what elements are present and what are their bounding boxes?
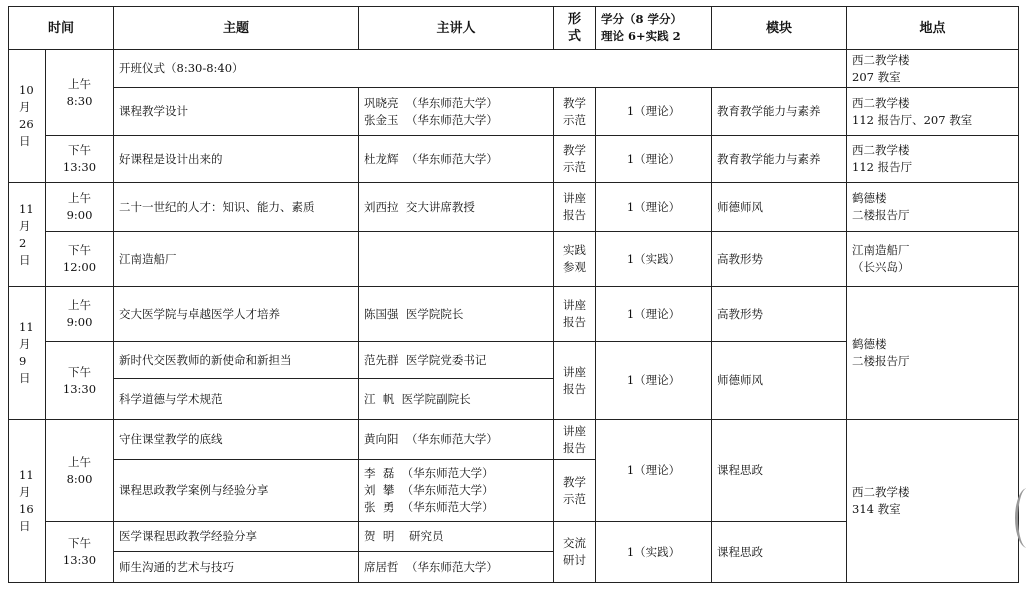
module-cell: 高教形势 (712, 287, 847, 342)
schedule-table (8, 6, 1019, 583)
speaker-cell: 刘西拉 交大讲席教授 (359, 183, 554, 232)
module-cell: 师德师风 (712, 342, 847, 420)
topic-cell: 课程思政教学案例与经验分享 (114, 460, 359, 522)
date-cell: 10 月 26 日 (9, 50, 46, 183)
header-form: 形 式 (554, 7, 596, 50)
topic-cell: 守住课堂教学的底线 (114, 420, 359, 460)
topic-cell: 医学课程思政教学经验分享 (114, 522, 359, 552)
time-cell: 下午 13:30 (46, 136, 114, 183)
credit-cell: 1（理论） (596, 88, 712, 136)
date-cell: 11 月 9 日 (9, 287, 46, 420)
topic-cell: 二十一世纪的人才：知识、能力、素质 (114, 183, 359, 232)
date-cell: 11 月 16 日 (9, 420, 46, 583)
credit-cell: 1（理论） (596, 136, 712, 183)
module-cell: 课程思政 (712, 420, 847, 522)
topic-cell: 新时代交医教师的新使命和新担当 (114, 342, 359, 379)
form-cell: 讲座 报告 (554, 183, 596, 232)
speaker-cell: 杜龙辉 （华东师范大学） (359, 136, 554, 183)
table-row (9, 420, 1019, 460)
speaker-cell: 巩晓亮 （华东师范大学） 张金玉 （华东师范大学） (359, 88, 554, 136)
topic-cell: 好课程是设计出来的 (114, 136, 359, 183)
form-cell: 教学 示范 (554, 460, 596, 522)
place-cell: 西二教学楼 112 报告厅 (847, 136, 1019, 183)
speaker-cell: 李 磊 （华东师范大学） 刘 攀 （华东师范大学） 张 勇 （华东师范大学） (359, 460, 554, 522)
place-cell: 西二教学楼 112 报告厅、207 教室 (847, 88, 1019, 136)
place-cell: 西二教学楼 207 教室 (847, 50, 1019, 88)
table-row (9, 287, 1019, 342)
time-cell: 上午 8:30 (46, 50, 114, 136)
speaker-cell: 江 帆 医学院副院长 (359, 379, 554, 420)
form-cell: 教学 示范 (554, 88, 596, 136)
module-cell: 教育教学能力与素养 (712, 88, 847, 136)
module-cell: 课程思政 (712, 522, 847, 583)
form-cell: 实践 参观 (554, 232, 596, 287)
speaker-cell: 陈国强 医学院院长 (359, 287, 554, 342)
time-cell: 上午 9:00 (46, 183, 114, 232)
place-cell: 江南造船厂 （长兴岛） (847, 232, 1019, 287)
table-row (9, 50, 1019, 88)
module-cell: 师德师风 (712, 183, 847, 232)
credit-cell: 1（理论） (596, 287, 712, 342)
date-cell: 11 月 2 日 (9, 183, 46, 287)
time-cell: 下午 13:30 (46, 342, 114, 420)
module-cell: 高教形势 (712, 232, 847, 287)
module-cell: 教育教学能力与素养 (712, 136, 847, 183)
table-row (9, 232, 1019, 287)
time-cell: 下午 13:30 (46, 522, 114, 583)
time-cell: 上午 8:00 (46, 420, 114, 522)
speaker-cell: 黄向阳 （华东师范大学） (359, 420, 554, 460)
cropped-top-text-line (8, 0, 1018, 4)
form-cell: 讲座 报告 (554, 342, 596, 420)
place-cell: 鹤德楼 二楼报告厅 (847, 287, 1019, 420)
form-cell: 交流 研讨 (554, 522, 596, 583)
header-topic: 主题 (114, 7, 359, 50)
form-cell: 教学 示范 (554, 136, 596, 183)
topic-cell: 师生沟通的艺术与技巧 (114, 552, 359, 583)
credit-cell: 1（理论） (596, 342, 712, 420)
speaker-cell: 范先群 医学院党委书记 (359, 342, 554, 379)
topic-cell: 江南造船厂 (114, 232, 359, 287)
header-credits: 学分（8 学分） 理论 6+实践 2 (596, 7, 712, 50)
place-cell: 西二教学楼 314 教室 (847, 420, 1019, 583)
credit-cell: 1（理论） (596, 183, 712, 232)
topic-cell: 交大医学院与卓越医学人才培养 (114, 287, 359, 342)
form-cell: 讲座 报告 (554, 420, 596, 460)
credit-cell: 1（实践） (596, 522, 712, 583)
credit-cell: 1（理论） (596, 420, 712, 522)
header-place: 地点 (847, 7, 1019, 50)
topic-cell: 课程教学设计 (114, 88, 359, 136)
header-module: 模块 (712, 7, 847, 50)
table-row (9, 183, 1019, 232)
place-cell: 鹤德楼 二楼报告厅 (847, 183, 1019, 232)
time-cell: 下午 12:00 (46, 232, 114, 287)
form-cell: 讲座 报告 (554, 287, 596, 342)
table-row (9, 136, 1019, 183)
speaker-cell (359, 232, 554, 287)
credit-cell: 1（实践） (596, 232, 712, 287)
table-row (9, 88, 1019, 136)
topic-cell: 开班仪式（8:30-8:40） (114, 50, 847, 88)
header-row (9, 7, 1019, 50)
header-speaker: 主讲人 (359, 7, 554, 50)
header-time: 时间 (9, 7, 114, 50)
time-cell: 上午 9:00 (46, 287, 114, 342)
topic-cell: 科学道德与学术规范 (114, 379, 359, 420)
speaker-cell: 席居哲 （华东师范大学） (359, 552, 554, 583)
speaker-cell: 贺 明 研究员 (359, 522, 554, 552)
